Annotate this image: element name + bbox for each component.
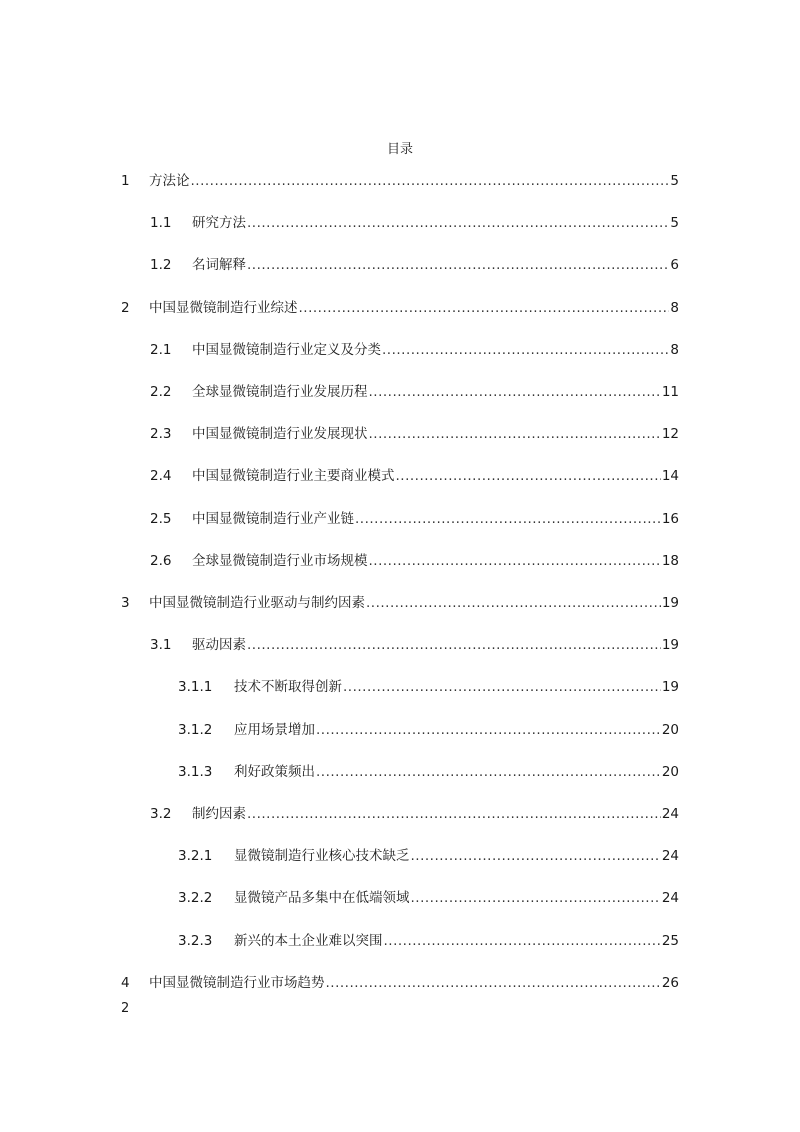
toc-entry-title: 研究方法 bbox=[192, 215, 246, 232]
toc-entry[interactable] bbox=[150, 548, 679, 574]
toc-dot-leader bbox=[366, 590, 661, 616]
toc-dot-leader bbox=[316, 759, 661, 785]
toc-entry-page-number: 19 bbox=[661, 637, 679, 654]
toc-entry-title: 中国显微镜制造行业产业链 bbox=[192, 510, 354, 527]
toc-dot-leader bbox=[316, 717, 661, 743]
toc-entry-number: 1 bbox=[121, 173, 130, 189]
toc-entry-title: 显微镜制造行业核心技术缺乏 bbox=[234, 848, 410, 865]
toc-entry[interactable] bbox=[150, 463, 679, 489]
toc-entry-title: 方法论 bbox=[149, 173, 190, 189]
toc-dot-leader bbox=[343, 674, 661, 700]
toc-entry[interactable] bbox=[178, 928, 679, 954]
toc-entry-number: 4 bbox=[121, 974, 130, 991]
toc-entry-number: 1.2 bbox=[150, 257, 172, 274]
toc-entry-title: 中国显微镜制造行业驱动与制约因素 bbox=[149, 595, 365, 611]
toc-entry-page-number: 20 bbox=[661, 721, 679, 738]
toc-entry-title: 中国显微镜制造行业发展现状 bbox=[192, 426, 368, 443]
toc-entry-page-number: 24 bbox=[661, 806, 679, 822]
toc-dot-leader bbox=[384, 928, 661, 954]
toc-entry-number: 2.2 bbox=[150, 384, 172, 400]
toc-entry-number: 3.2.3 bbox=[178, 932, 213, 949]
toc-entry-page-number: 19 bbox=[661, 595, 679, 611]
toc-entry-number: 3 bbox=[121, 595, 130, 611]
toc-entry[interactable] bbox=[121, 590, 679, 616]
toc-entry-title: 名词解释 bbox=[192, 257, 246, 274]
toc-entry-page-number: 8 bbox=[670, 299, 679, 316]
toc-entry[interactable] bbox=[150, 801, 679, 827]
toc-entry-title: 全球显微镜制造行业发展历程 bbox=[192, 384, 368, 400]
toc-entry-page-number: 5 bbox=[670, 215, 679, 232]
toc-entry-number: 2.4 bbox=[150, 468, 172, 485]
toc-entry-title: 新兴的本土企业难以突围 bbox=[234, 932, 383, 949]
toc-entry-number: 3.2 bbox=[150, 806, 172, 822]
toc-dot-leader bbox=[382, 337, 669, 363]
toc-dot-leader bbox=[369, 421, 661, 447]
toc-entry[interactable] bbox=[121, 970, 679, 996]
toc-dot-leader bbox=[299, 295, 670, 321]
page-title: 目录 bbox=[386, 142, 413, 157]
toc-entry[interactable] bbox=[150, 506, 679, 532]
toc-dot-leader bbox=[411, 843, 661, 869]
toc-entry[interactable] bbox=[150, 210, 679, 236]
toc-entry[interactable] bbox=[178, 674, 679, 700]
footer-page-number: 2 bbox=[121, 1001, 130, 1016]
toc-entry-page-number: 18 bbox=[661, 552, 679, 569]
toc-entry-title: 中国显微镜制造行业市场趋势 bbox=[149, 974, 325, 991]
toc-dot-leader bbox=[247, 252, 669, 278]
toc-dot-leader bbox=[247, 801, 661, 827]
toc-dot-leader bbox=[247, 210, 669, 236]
toc-dot-leader bbox=[355, 506, 661, 532]
toc-entry[interactable] bbox=[178, 885, 679, 911]
toc-entry-number: 1.1 bbox=[150, 215, 172, 232]
toc-entry-number: 3.1.3 bbox=[178, 763, 213, 780]
toc-entry[interactable] bbox=[150, 337, 679, 363]
toc-dot-leader bbox=[247, 632, 661, 658]
toc-entry-page-number: 12 bbox=[661, 426, 679, 443]
toc-entry-number: 2.6 bbox=[150, 552, 172, 569]
toc-entry-page-number: 24 bbox=[661, 890, 679, 907]
toc-entry-page-number: 19 bbox=[661, 679, 679, 696]
toc-entry-page-number: 20 bbox=[661, 763, 679, 780]
toc-entry-page-number: 14 bbox=[661, 468, 679, 485]
toc-entry-title: 全球显微镜制造行业市场规模 bbox=[192, 552, 368, 569]
toc-entry-title: 中国显微镜制造行业综述 bbox=[149, 299, 298, 316]
toc-dot-leader bbox=[396, 463, 661, 489]
toc-entry-title: 显微镜产品多集中在低端领域 bbox=[234, 890, 410, 907]
toc-entry[interactable] bbox=[150, 379, 679, 405]
toc-dot-leader bbox=[191, 168, 670, 194]
toc-entry-page-number: 5 bbox=[670, 173, 679, 189]
toc-entry-title: 技术不断取得创新 bbox=[234, 679, 342, 696]
toc-entry-number: 3.1 bbox=[150, 637, 172, 654]
toc-entry[interactable] bbox=[121, 295, 679, 321]
toc-entry[interactable] bbox=[178, 717, 679, 743]
toc-entry[interactable] bbox=[150, 421, 679, 447]
toc-entry-number: 2.3 bbox=[150, 426, 172, 443]
toc-entry-title: 中国显微镜制造行业主要商业模式 bbox=[192, 468, 395, 485]
toc-entry-page-number: 11 bbox=[661, 384, 679, 400]
toc-entry-number: 3.1.2 bbox=[178, 721, 213, 738]
toc-entry-title: 驱动因素 bbox=[192, 637, 246, 654]
toc-entry[interactable] bbox=[150, 632, 679, 658]
toc-dot-leader bbox=[411, 885, 661, 911]
toc-dot-leader bbox=[369, 548, 661, 574]
toc-entry-page-number: 24 bbox=[661, 848, 679, 865]
toc-entry[interactable] bbox=[178, 759, 679, 785]
toc-entry-title: 中国显微镜制造行业定义及分类 bbox=[192, 341, 381, 358]
toc-entry-page-number: 25 bbox=[661, 932, 679, 949]
toc-entry-number: 2 bbox=[121, 299, 130, 316]
toc-entry[interactable] bbox=[150, 252, 679, 278]
toc-entry-title: 利好政策频出 bbox=[234, 763, 315, 780]
toc-entry-page-number: 26 bbox=[661, 974, 679, 991]
toc-dot-leader bbox=[369, 379, 661, 405]
toc-entry-title: 制约因素 bbox=[192, 806, 246, 822]
toc-entry[interactable] bbox=[178, 843, 679, 869]
toc-entry-number: 2.5 bbox=[150, 510, 172, 527]
toc-dot-leader bbox=[326, 970, 661, 996]
toc-entry-number: 3.2.2 bbox=[178, 890, 213, 907]
toc-entry-number: 3.1.1 bbox=[178, 679, 213, 696]
toc-entry-page-number: 8 bbox=[670, 341, 679, 358]
toc-entry-page-number: 16 bbox=[661, 510, 679, 527]
toc-entry-number: 2.1 bbox=[150, 341, 172, 358]
toc-entry-title: 应用场景增加 bbox=[234, 721, 315, 738]
toc-entry-number: 3.2.1 bbox=[178, 848, 213, 865]
toc-entry-page-number: 6 bbox=[670, 257, 679, 274]
toc-entry[interactable] bbox=[121, 168, 679, 194]
